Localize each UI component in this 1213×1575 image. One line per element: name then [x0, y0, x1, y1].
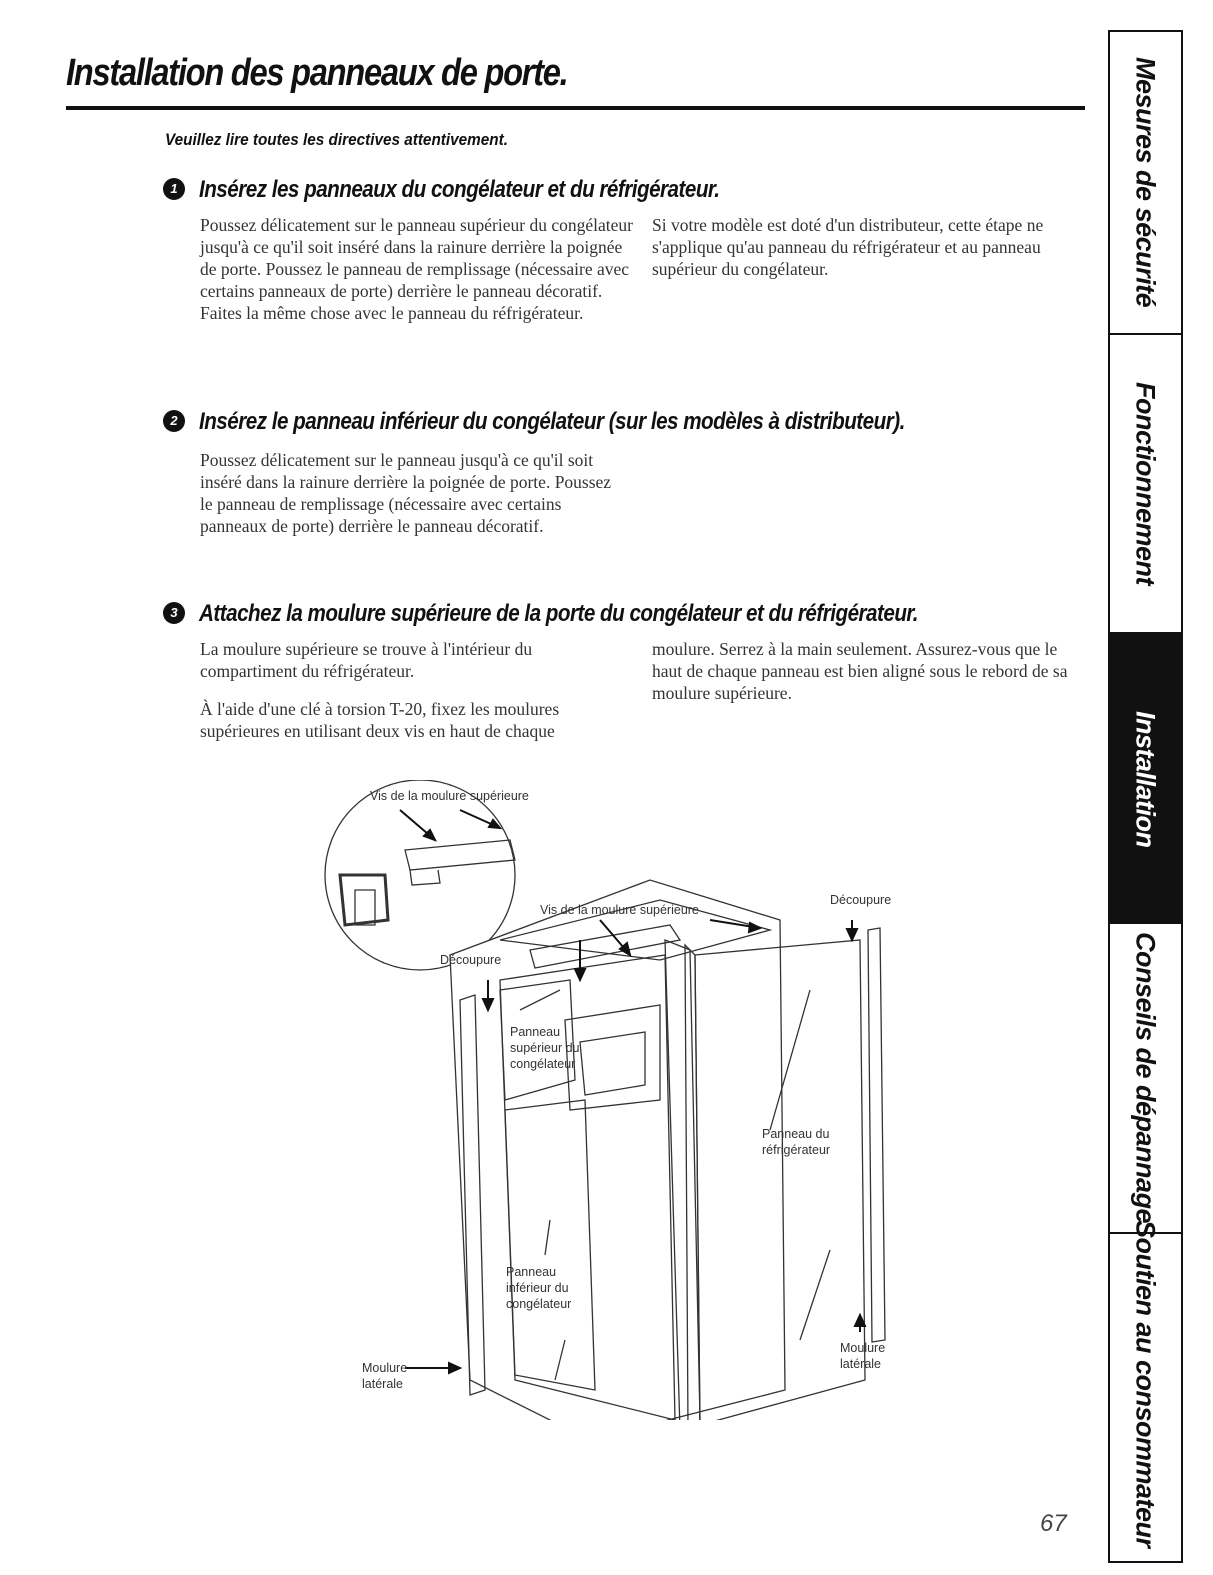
- label-freezer-upper-3: congélateur: [510, 1057, 576, 1071]
- step-3-paragraph-1: La moulure supérieure se trouve à l'intérieur du compartiment du réfrigérateur.: [200, 639, 533, 681]
- step-3-title: Attachez la moulure supérieure de la porte du congélateur et du réfrigérateur.: [199, 600, 919, 627]
- label-freezer-lower-2: inférieur du: [506, 1281, 569, 1295]
- step-3-paragraph-3: moulure. Serrez à la main seulement. Assurez-vous que le haut de chaque panneau est bien aligné sous le rebord de sa moulure supérieure.: [652, 639, 1068, 703]
- title-rule: [66, 106, 1085, 110]
- step-1-paragraph-1: Poussez délicatement sur le panneau supérieur du congélateur jusqu'à ce qu'il soit inséré dans la rainure derrière la poignée de porte. Poussez le panneau de remplissage (nécessaire avec certains panneaux de porte) derrière le panneau décoratif. Faites la même chose avec le panneau du réfrigérateur.: [200, 215, 633, 323]
- label-side-molding-right-2: latérale: [840, 1357, 881, 1371]
- step-2-number: 2: [163, 410, 185, 432]
- page-number: 67: [1040, 1510, 1067, 1537]
- tab-label: Conseils de dépannage: [1130, 932, 1161, 1224]
- step-1-number: 1: [163, 178, 185, 200]
- section-tabs: [1108, 30, 1183, 1563]
- label-freezer-upper-1: Panneau: [510, 1025, 561, 1039]
- tab-label: Mesures de sécurité: [1130, 57, 1161, 308]
- step-3-number: 3: [163, 602, 185, 624]
- step-2-paragraph-1: Poussez délicatement sur le panneau jusqu'à ce qu'il soit inséré dans la rainure derrière la poignée de porte. Poussez le panneau de remplissage (nécessaire avec certains panneaux de porte) derrière le panneau décoratif.: [200, 450, 612, 536]
- step-2-title: Insérez le panneau inférieur du congélateur (sur les modèles à distributeur).: [199, 408, 905, 435]
- label-fridge-panel-2: réfrigérateur: [762, 1143, 831, 1157]
- tab-soutien-au-consommateur[interactable]: [1110, 1220, 1181, 1548]
- label-freezer-lower-3: congélateur: [506, 1297, 572, 1311]
- label-freezer-lower-1: Panneau: [506, 1265, 557, 1279]
- tab-conseils-de-depannage[interactable]: [1110, 924, 1181, 1234]
- label-top-screws: Vis de la moulure supérieure: [540, 903, 699, 917]
- label-freezer-upper-2: supérieur du: [510, 1041, 580, 1055]
- label-side-molding-right-1: Moulure: [840, 1341, 886, 1355]
- tab-installation[interactable]: [1110, 634, 1181, 924]
- tab-label: Installation: [1130, 710, 1161, 848]
- tab-label: Fonctionnement: [1130, 382, 1161, 585]
- step-1-paragraph-2: Si votre modèle est doté d'un distributeur, cette étape ne s'applique qu'au panneau du réfrigérateur et au panneau supérieur du congélateur.: [652, 215, 1044, 279]
- label-fridge-panel-1: Panneau du: [762, 1127, 830, 1141]
- label-side-molding-left-2: latérale: [362, 1377, 403, 1391]
- step-3-paragraph-2: À l'aide d'une clé à torsion T-20, fixez les moulures supérieures en utilisant deux vis en haut de chaque: [200, 699, 560, 741]
- tab-label: Soutien au consommateur: [1130, 1220, 1161, 1548]
- label-cutout-left: Découpure: [440, 953, 502, 967]
- label-top-screws-inset: Vis de la moulure supérieure: [370, 789, 529, 803]
- step-1-title: Insérez les panneaux du congélateur et du réfrigérateur.: [199, 176, 720, 203]
- page-title: Installation des panneaux de porte.: [66, 52, 568, 94]
- label-side-molding-left-1: Moulure: [362, 1361, 408, 1375]
- intro-text: Veuillez lire toutes les directives attentivement.: [165, 130, 508, 149]
- label-cutout-right: Découpure: [830, 893, 892, 907]
- tab-mesures-de-securite[interactable]: [1110, 32, 1181, 335]
- refrigerator-diagram: [300, 780, 920, 1420]
- tab-fonctionnement[interactable]: [1110, 335, 1181, 634]
